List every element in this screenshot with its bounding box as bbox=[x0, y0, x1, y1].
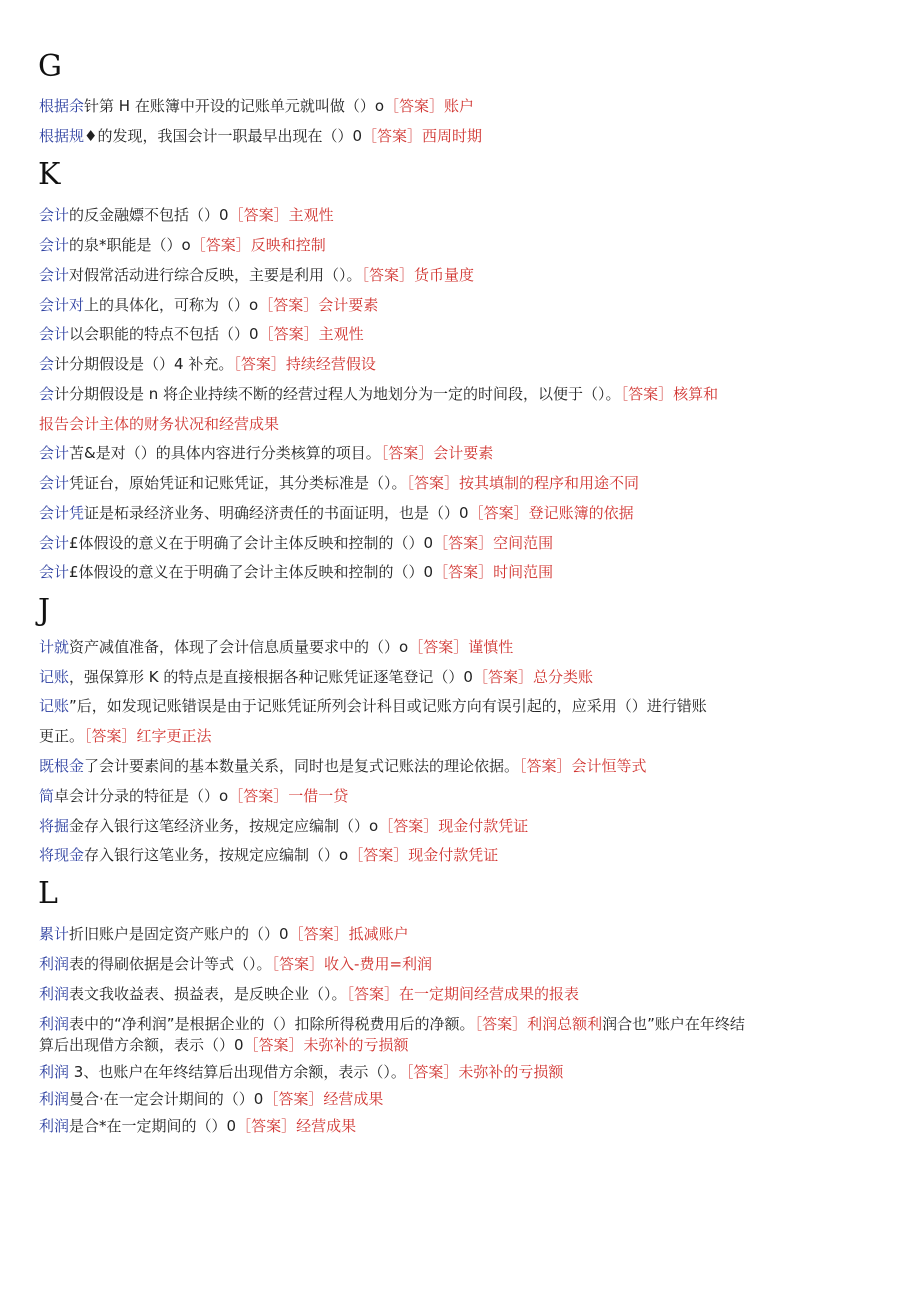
question-line: 会计的反金融嫖不包括（）0［答案］主观性 bbox=[39, 206, 334, 224]
section-letter-k: K bbox=[38, 157, 61, 192]
question-line: 既根金了会计要素间的基本数量关系，同时也是复式记账法的理论依据。［答案］会计恒等式 bbox=[39, 757, 647, 775]
question-line: 会计苫&是对（）的具体内容进行分类核算的项目。［答案］会计要素 bbox=[39, 444, 494, 462]
question-line: 会计以会职能的特点不包括（）0［答案］主观性 bbox=[39, 325, 364, 343]
question-line: 利润曼合·在一定会计期间的（）0［答案］经营成果 bbox=[39, 1090, 384, 1108]
question-line: 累计折旧账户是固定资产账户的（）0［答案］抵减账户 bbox=[39, 925, 409, 943]
question-line: 利润表中的“净利润”是根据企业的（）扣除所得税费用后的净额。［答案］利润总额利润合也”账户在年终结 bbox=[39, 1015, 745, 1033]
question-line: 记账，强保算形 K 的特点是直接根据各种记账凭证逐笔登记（）0［答案］总分类账 bbox=[39, 668, 593, 686]
section-letter-l: L bbox=[38, 876, 58, 911]
question-line: 根据规♦的发现，我国会计一职最早出现在（）0［答案］西周时期 bbox=[39, 127, 483, 145]
question-line: 利润是合*在一定期间的（）0［答案］经营成果 bbox=[39, 1117, 357, 1135]
question-line: 会计£体假设的意义在于明确了会计主体反映和控制的（）0［答案］时间范围 bbox=[39, 563, 554, 581]
question-line: 简卓会计分录的特征是（）o［答案］一借一贷 bbox=[39, 787, 349, 805]
question-continuation: 更正。［答案］红字更正法 bbox=[39, 727, 212, 745]
question-line: 会计凭证台，原始凭证和记账凭证，其分类标准是（）。［答案］按其填制的程序和用途不同 bbox=[39, 474, 640, 492]
question-line: 会计对假常活动进行综合反映，主要是利用（）。［答案］货币量度 bbox=[39, 266, 475, 284]
question-line: 记账”后，如发现记账错误是由于记账凭证所列会计科目或记账方向有误引起的，应采用（）进行错账 bbox=[39, 697, 707, 715]
question-line: 计就资产减值准备，体现了会计信息质量要求中的（）o［答案］谨慎性 bbox=[39, 638, 514, 656]
section-letter-g: G bbox=[38, 49, 62, 84]
question-line: 根据余针第 H 在账簿中开设的记账单元就叫做（）o［答案］账户 bbox=[39, 97, 475, 115]
question-line: 会计£体假设的意义在于明确了会计主体反映和控制的（）0［答案］空间范围 bbox=[39, 534, 554, 552]
question-line: 将现金存入银行这笔业务，按规定应编制（）o［答案］现金付款凭证 bbox=[39, 846, 499, 864]
section-letter-j: J bbox=[38, 593, 51, 628]
question-line: 会计凭证是柘录经济业务、明确经济责任的书面证明，也是（）0［答案］登记账簿的依据 bbox=[39, 504, 634, 522]
question-line: 利润 3、也账户在年终结算后出现借方余额，表示（）。［答案］未弥补的亏损额 bbox=[39, 1063, 564, 1081]
question-line: 会计分期假设是（）4 补充。［答案］持续经营假设 bbox=[39, 355, 376, 373]
question-line: 利润表的得刷依据是会计等式（）。［答案］收入-费用=利润 bbox=[39, 955, 433, 973]
question-line: 将掘金存入银行这笔经济业务，按规定应编制（）o［答案］现金付款凭证 bbox=[39, 817, 529, 835]
question-line: 利润表文我收益表、损益表，是反映企业（）。［答案］在一定期间经营成果的报表 bbox=[39, 985, 580, 1003]
question-continuation: 算后出现借方余额，表示（）0［答案］未弥补的亏损额 bbox=[39, 1036, 409, 1054]
question-line: 会计分期假设是 n 将企业持续不断的经营过程人为地划分为一定的时间段，以便于（）。［答案］核算和 bbox=[39, 385, 719, 403]
question-continuation: 报告会计主体的财务状况和经营成果 bbox=[39, 415, 280, 433]
question-line: 会计的泉*职能是（）o［答案］反映和控制 bbox=[39, 236, 326, 254]
question-line: 会计对上的具体化，可称为（）o［答案］会计要素 bbox=[39, 296, 379, 314]
